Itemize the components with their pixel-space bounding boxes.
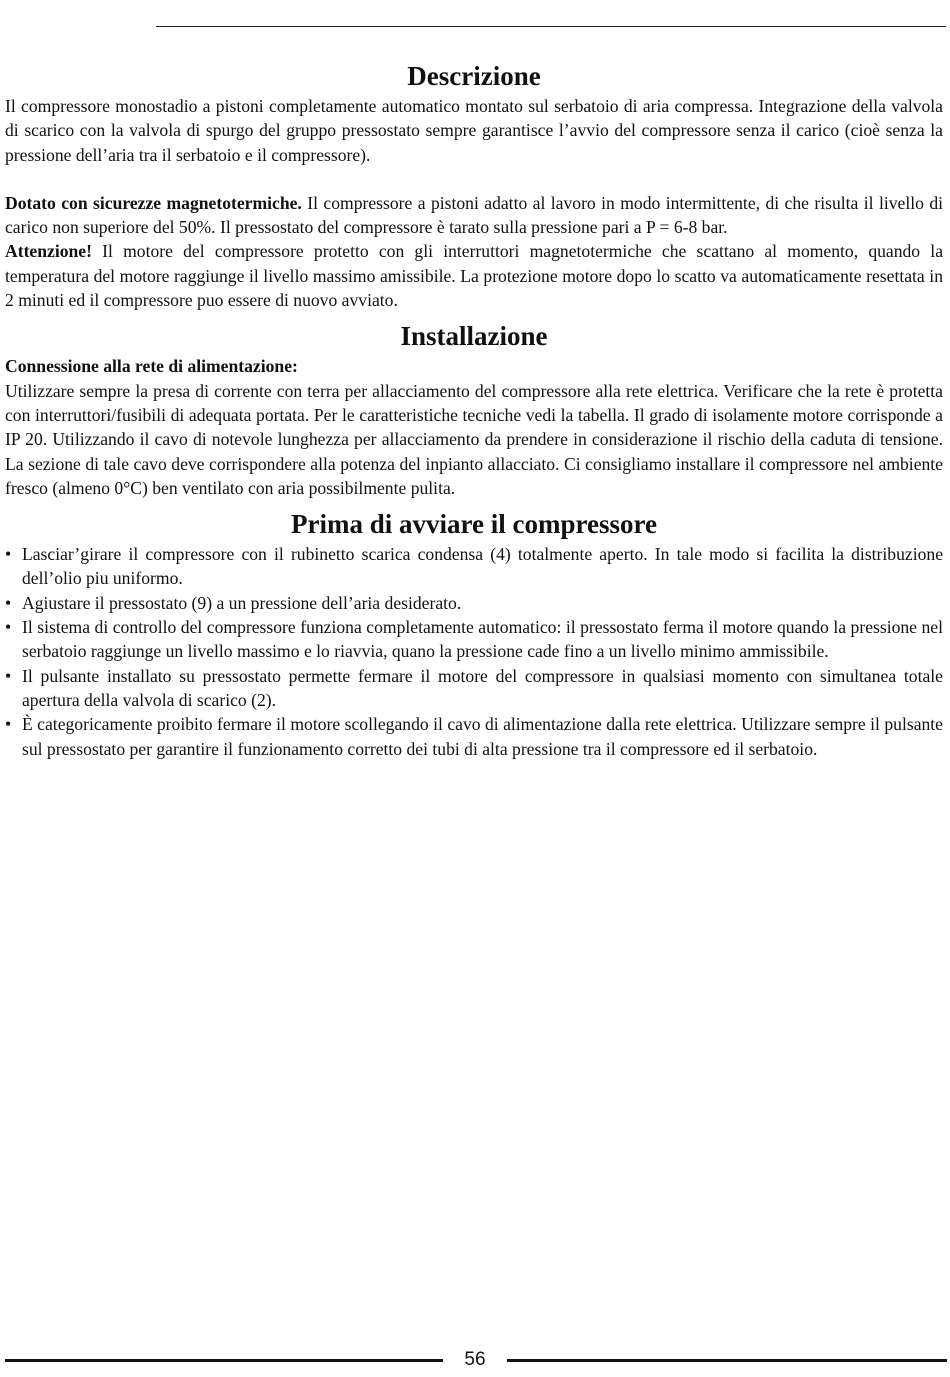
list-item (5, 712, 943, 761)
list-item (5, 542, 943, 591)
section-title-installazione: Installazione (400, 321, 548, 352)
page-footer (0, 1348, 950, 1372)
section-title-prima: Prima di avviare il compressore (291, 509, 657, 540)
descrizione-lead-2: Dotato con sicurezze magnetotermiche. (5, 192, 302, 213)
page-number: 56 (464, 1349, 486, 1370)
list-item-text: È categoricamente proibito fermare il motore scollegando il cavo di alimentazione dalla rete elettrica. Utilizzare sempre il pulsante sul pressostato per garantire il funzionamento corretto dei tubi di alta pressione tra il compressore ed il serbatoio. (22, 714, 943, 759)
descrizione-paragraph-1: Il compressore monostadio a pistoni completamente automatico montato sul serbatoio di aria compressa. Integrazione della valvola di scarico con la valvola di spurgo del gruppo pressostato sempre garantisce l’avvio del compressore senza il carico (cioè senza la pressione dell’aria tra il serbatoio e il compressore). (5, 96, 943, 165)
list-item (5, 664, 943, 713)
list-item-text: Agiustare il pressostato (9) a un pressione dell’aria desiderato. (22, 592, 462, 613)
installazione-subtitle-text: Connessione alla rete di alimentazione: (5, 356, 298, 377)
list-item (5, 591, 943, 615)
footer-rule-right (507, 1359, 947, 1362)
footer-rule-left (5, 1359, 443, 1362)
list-item-text: Il pulsante installato su pressostato permette fermare il motore del compressore in qualsiasi momento con simultanea totale apertura della valvola di scarico (2). (22, 665, 943, 710)
section-prima (5, 506, 943, 761)
descrizione-text-3: Il motore del compressore protetto con gli interruttori magnetotermiche che scattano al momento, quando la temperatura del motore raggiunge il livello massimo amissibile. La protezione motore dopo lo scatto va automaticamente resettata in 2 minuti ed il compressore puo essere di nuovo avviato. (5, 241, 943, 311)
list-item (5, 615, 943, 664)
bullet-marker: • (5, 592, 12, 613)
descrizione-lead-3: Attenzione! (5, 241, 92, 262)
bullet-marker: • (5, 617, 12, 638)
list-item-text: Lasciar’girare il compressore con il rubinetto scarica condensa (4) totalmente aperto. In tale modo si facilita la distribuzione dell’olio piu uniformo. (22, 544, 943, 589)
section-installazione (5, 318, 943, 500)
header-rule (156, 26, 946, 27)
prima-list (5, 542, 943, 761)
bullet-marker: • (5, 544, 12, 565)
bullet-marker: • (5, 714, 12, 735)
page-content (5, 58, 943, 761)
section-title-descrizione: Descrizione (407, 61, 541, 91)
list-item-text: Il sistema di controllo del compressore funziona completamente automatico: il pressostato ferma il motore quando la pressione nel serbatoio raggiunge un livello massimo e lo riavvia, quano la pressione cade fino a un livello minimo ammissibile. (22, 617, 943, 662)
bullet-marker: • (5, 665, 12, 686)
descrizione-text-2: Il compressore a pistoni adatto al lavoro in modo intermittente, di che risulta il livello di carico non superiore del 50%. Il pressostato del compressore è tarato sulla pressione pari a P = 6-8 bar. (5, 192, 943, 238)
descrizione-paragraph-2 (5, 191, 943, 240)
installazione-subtitle (5, 354, 943, 378)
installazione-paragraph: Utilizzare sempre la presa di corrente con terra per allacciamento del compressore alla rete elettrica. Verificare che la rete è protetta con interruttori/fusibili di adequata portata. Per le caratteristiche tecniche vedi la tabella. Il grado di isolamente motore corrisponde a IP 20. Utilizzando il cavo di notevole lunghezza per allacciamento da prendere in considerazione il rischio della caduta di tensione. La sezione di tale cavo deve corrispondere alla potenza del inpianto allacciato. Ci consigliamo installare il compressore nel ambiente fresco (almeno 0°C) ben ventilato con aria possibilmente pulita. (5, 380, 943, 498)
descrizione-paragraph-3 (5, 239, 943, 312)
section-descrizione (5, 58, 943, 312)
